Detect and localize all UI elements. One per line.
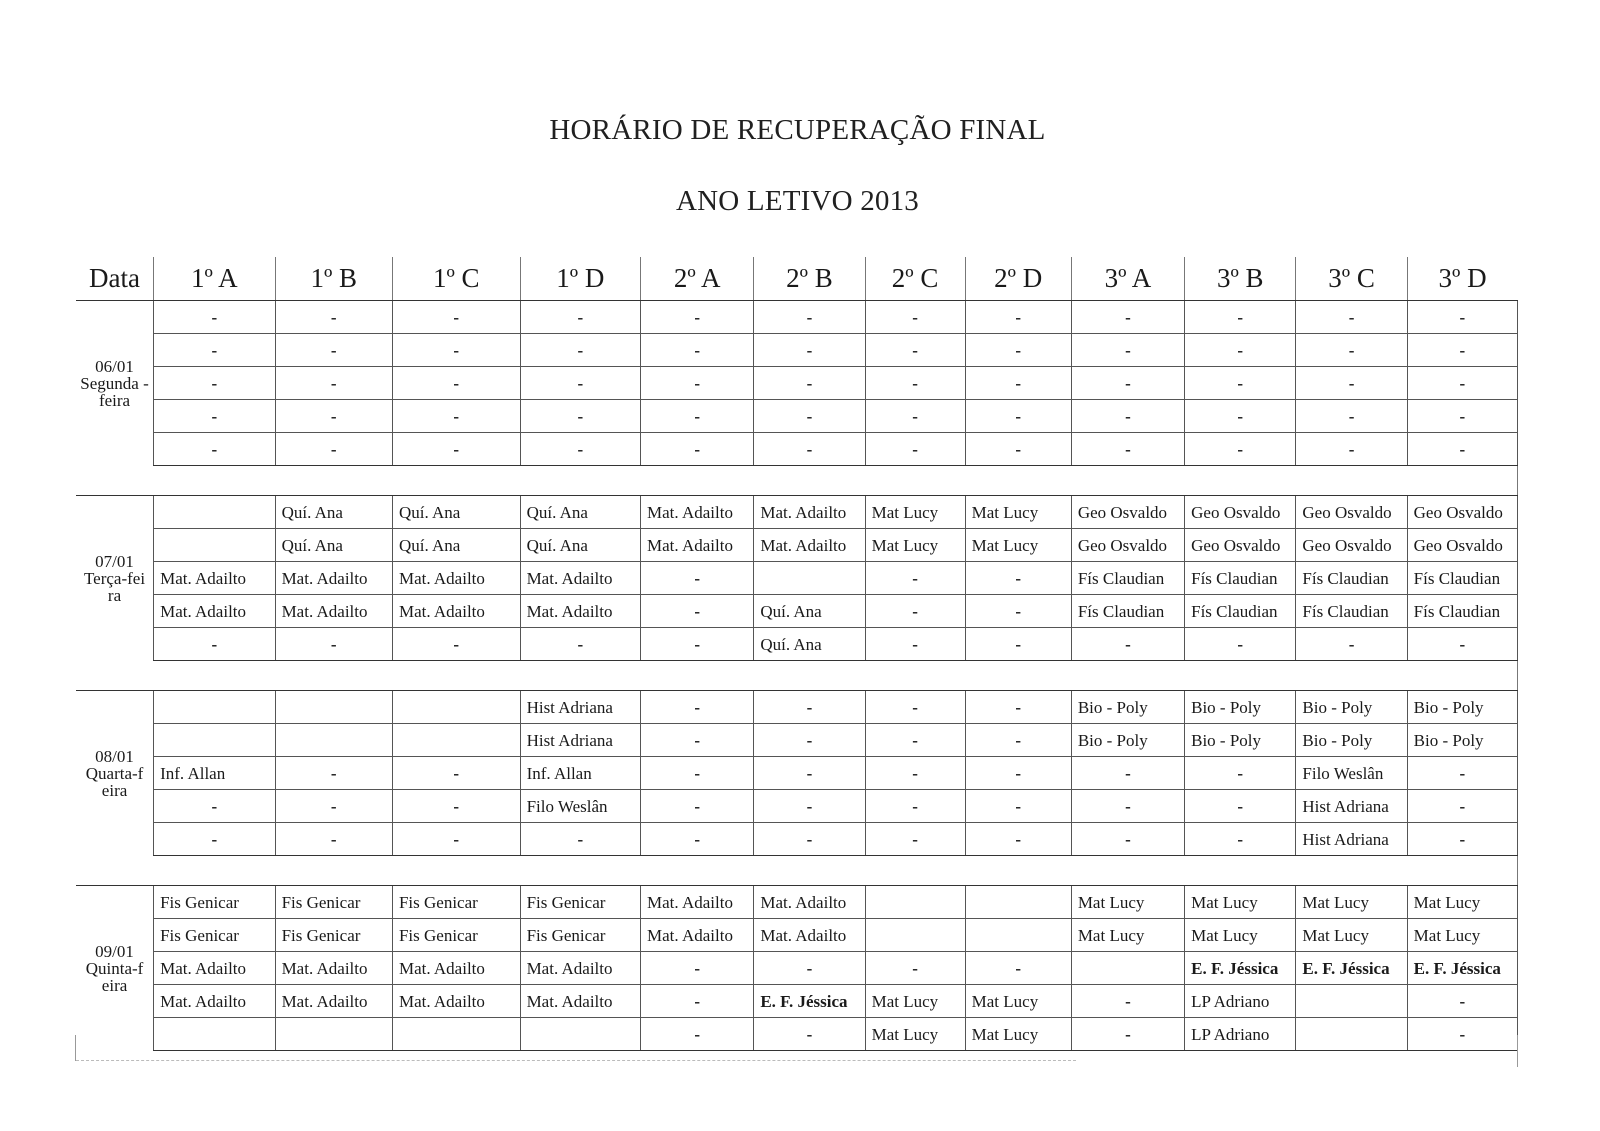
table-cell: - (392, 628, 520, 661)
table-cell: - (965, 301, 1071, 334)
table-cell: - (641, 823, 754, 856)
table-cell: - (275, 301, 392, 334)
table-cell: Mat. Adailto (520, 562, 640, 595)
table-cell (275, 691, 392, 724)
table-cell: Geo Osvaldo (1407, 496, 1517, 529)
table-cell: - (1185, 400, 1296, 433)
table-row (76, 628, 1518, 661)
table-cell: Fis Genicar (154, 886, 275, 919)
column-header: 3º A (1071, 257, 1184, 301)
separator-cell (76, 466, 1518, 496)
table-cell: - (275, 823, 392, 856)
table-cell: - (754, 691, 865, 724)
table-cell (965, 919, 1071, 952)
table-cell: - (520, 367, 640, 400)
table-cell: Fis Genicar (275, 919, 392, 952)
table-cell: - (965, 433, 1071, 466)
table-cell: Mat Lucy (965, 985, 1071, 1018)
table-cell: Geo Osvaldo (1296, 529, 1407, 562)
table-row (76, 496, 1518, 529)
table-cell: - (1296, 301, 1407, 334)
date-label: 09/01 (95, 941, 134, 961)
table-row (76, 301, 1518, 334)
table-cell: Filo Weslân (520, 790, 640, 823)
table-cell (275, 724, 392, 757)
table-cell: - (1296, 433, 1407, 466)
table-cell: Mat Lucy (1296, 886, 1407, 919)
table-cell: - (1185, 823, 1296, 856)
table-cell: Mat. Adailto (154, 562, 275, 595)
table-cell: - (1185, 301, 1296, 334)
table-cell: - (865, 790, 965, 823)
left-edge-tick (75, 1035, 76, 1061)
table-cell: - (754, 334, 865, 367)
table-cell: E. F. Jéssica (1407, 952, 1517, 985)
table-cell: - (1185, 433, 1296, 466)
date-cell (76, 301, 154, 466)
table-cell: - (965, 823, 1071, 856)
table-row (76, 1018, 1518, 1051)
table-cell: - (275, 628, 392, 661)
table-cell: - (754, 400, 865, 433)
table-cell: - (154, 433, 275, 466)
table-cell: Geo Osvaldo (1407, 529, 1517, 562)
date-label: 08/01 (95, 746, 134, 766)
column-header: 2º D (965, 257, 1071, 301)
table-row (76, 823, 1518, 856)
table-row (76, 724, 1518, 757)
table-cell: - (641, 562, 754, 595)
table-cell: - (865, 823, 965, 856)
table-cell: Mat. Adailto (275, 562, 392, 595)
table-cell: - (641, 367, 754, 400)
table-cell: Mat. Adailto (754, 919, 865, 952)
table-cell: - (392, 301, 520, 334)
table-cell (392, 1018, 520, 1051)
date-label: 07/01 (95, 551, 134, 571)
table-cell: Mat Lucy (1071, 886, 1184, 919)
table-cell: - (154, 367, 275, 400)
table-cell: - (965, 691, 1071, 724)
column-header: 1º C (392, 257, 520, 301)
table-cell: - (1071, 757, 1184, 790)
column-header: 1º A (154, 257, 275, 301)
table-cell: - (865, 400, 965, 433)
table-row (76, 400, 1518, 433)
table-cell: - (1296, 400, 1407, 433)
table-cell: Mat. Adailto (754, 496, 865, 529)
table-cell: - (965, 952, 1071, 985)
weekday-label: Segunda -feira (80, 373, 149, 410)
column-header: 3º B (1185, 257, 1296, 301)
table-cell: Hist Adriana (520, 691, 640, 724)
table-cell: - (641, 985, 754, 1018)
table-cell: E. F. Jéssica (754, 985, 865, 1018)
table-cell: Quí. Ana (754, 595, 865, 628)
table-cell: - (641, 628, 754, 661)
table-cell: - (865, 691, 965, 724)
table-cell: Fis Genicar (392, 919, 520, 952)
document-subtitle: ANO LETIVO 2013 (675, 185, 919, 217)
table-cell: Mat. Adailto (641, 886, 754, 919)
table-cell: - (520, 823, 640, 856)
table-cell: - (754, 367, 865, 400)
column-header: 2º C (865, 257, 965, 301)
table-cell: Mat Lucy (1185, 886, 1296, 919)
table-cell: - (865, 433, 965, 466)
table-cell: - (641, 790, 754, 823)
table-cell: - (1407, 400, 1517, 433)
table-cell: Mat Lucy (865, 496, 965, 529)
table-cell: Geo Osvaldo (1185, 529, 1296, 562)
table-cell: - (641, 724, 754, 757)
table-cell: - (392, 757, 520, 790)
table-cell: - (1071, 433, 1184, 466)
table-cell: - (275, 790, 392, 823)
table-cell (392, 691, 520, 724)
table-cell: - (1071, 985, 1184, 1018)
table-cell: - (1296, 367, 1407, 400)
table-cell (154, 724, 275, 757)
column-header: Data (76, 257, 154, 301)
separator-cell (76, 661, 1518, 691)
table-cell: Mat Lucy (965, 529, 1071, 562)
table-cell: Fís Claudian (1407, 562, 1517, 595)
table-cell: - (1185, 334, 1296, 367)
table-cell: - (275, 367, 392, 400)
table-cell: - (865, 595, 965, 628)
table-cell: Mat. Adailto (392, 562, 520, 595)
table-cell: - (754, 952, 865, 985)
group-separator (76, 466, 1518, 496)
table-cell: Bio - Poly (1407, 691, 1517, 724)
table-cell: - (754, 433, 865, 466)
table-cell: Hist Adriana (1296, 790, 1407, 823)
table-cell: Bio - Poly (1185, 691, 1296, 724)
table-cell: - (754, 823, 865, 856)
table-row (76, 367, 1518, 400)
table-row (76, 952, 1518, 985)
table-cell: Mat. Adailto (754, 886, 865, 919)
table-cell: Filo Weslân (1296, 757, 1407, 790)
table-cell: Quí. Ana (520, 529, 640, 562)
table-cell: Fís Claudian (1407, 595, 1517, 628)
table-cell: Hist Adriana (1296, 823, 1407, 856)
table-cell: - (965, 562, 1071, 595)
table-cell: - (1407, 301, 1517, 334)
table-cell: - (641, 400, 754, 433)
table-cell: Mat. Adailto (520, 985, 640, 1018)
right-edge-tick (1517, 1035, 1518, 1067)
weekday-label: Quinta-f eira (85, 958, 144, 995)
table-cell: - (392, 823, 520, 856)
table-row (76, 529, 1518, 562)
table-cell (154, 691, 275, 724)
table-cell: Bio - Poly (1296, 691, 1407, 724)
table-cell: - (754, 757, 865, 790)
table-cell: - (1407, 1018, 1517, 1051)
table-cell: - (1071, 367, 1184, 400)
table-cell: Mat Lucy (1296, 919, 1407, 952)
table-cell: LP Adriano (1185, 985, 1296, 1018)
table-cell: Mat. Adailto (520, 952, 640, 985)
table-cell: - (520, 334, 640, 367)
table-cell: - (154, 400, 275, 433)
table-row (76, 691, 1518, 724)
table-cell: Mat. Adailto (392, 985, 520, 1018)
table-cell: Mat. Adailto (154, 985, 275, 1018)
table-cell: - (154, 790, 275, 823)
table-cell: Mat Lucy (865, 529, 965, 562)
table-cell: - (965, 595, 1071, 628)
table-cell: Mat. Adailto (154, 595, 275, 628)
table-cell: - (154, 823, 275, 856)
table-cell: - (641, 301, 754, 334)
table-cell (392, 724, 520, 757)
table-cell: - (754, 790, 865, 823)
table-cell: - (754, 724, 865, 757)
table-cell: Mat Lucy (1407, 919, 1517, 952)
table-cell: - (865, 562, 965, 595)
date-cell (76, 496, 154, 661)
table-row (76, 334, 1518, 367)
table-cell: - (392, 433, 520, 466)
table-cell: - (1407, 790, 1517, 823)
table-cell: - (865, 757, 965, 790)
table-row (76, 886, 1518, 919)
table-cell: - (275, 334, 392, 367)
table-cell: - (865, 724, 965, 757)
table-cell: - (641, 1018, 754, 1051)
table-cell: Geo Osvaldo (1071, 496, 1184, 529)
table-cell: - (865, 301, 965, 334)
column-header: 1º B (275, 257, 392, 301)
table-cell: - (965, 334, 1071, 367)
table-cell: Quí. Ana (275, 529, 392, 562)
table-cell: - (154, 334, 275, 367)
document-title: HORÁRIO DE RECUPERAÇÃO FINAL (549, 114, 1046, 146)
table-cell: Quí. Ana (392, 529, 520, 562)
table-cell: E. F. Jéssica (1185, 952, 1296, 985)
table-cell: Fís Claudian (1071, 562, 1184, 595)
table-cell (154, 1018, 275, 1051)
table-cell: Mat. Adailto (275, 595, 392, 628)
table-cell (1296, 985, 1407, 1018)
table-cell: - (1185, 628, 1296, 661)
table-cell: - (965, 790, 1071, 823)
table-cell (1296, 1018, 1407, 1051)
table-cell: Bio - Poly (1185, 724, 1296, 757)
table-cell: Mat Lucy (965, 496, 1071, 529)
table-cell (1071, 952, 1184, 985)
table-cell: Geo Osvaldo (1296, 496, 1407, 529)
table-cell: Quí. Ana (754, 628, 865, 661)
table-cell: Mat Lucy (1071, 919, 1184, 952)
table-cell: - (641, 691, 754, 724)
header-row (76, 257, 1518, 301)
table-cell: Mat. Adailto (641, 529, 754, 562)
table-cell: - (1071, 400, 1184, 433)
table-cell: - (1296, 628, 1407, 661)
table-cell: - (392, 367, 520, 400)
table-row (76, 433, 1518, 466)
separator-cell (76, 856, 1518, 886)
table-cell: LP Adriano (1185, 1018, 1296, 1051)
table-cell: Fís Claudian (1296, 595, 1407, 628)
column-header: 1º D (520, 257, 640, 301)
table-cell: Mat. Adailto (641, 919, 754, 952)
table-cell: Mat. Adailto (154, 952, 275, 985)
table-cell (965, 886, 1071, 919)
table-cell: Fis Genicar (520, 886, 640, 919)
weekday-label: Terça-fei ra (83, 568, 146, 605)
table-cell: - (1071, 628, 1184, 661)
column-header: 2º A (641, 257, 754, 301)
table-row (76, 919, 1518, 952)
table-cell: - (1407, 757, 1517, 790)
table-cell: Fis Genicar (275, 886, 392, 919)
table-cell: - (1185, 790, 1296, 823)
table-row (76, 595, 1518, 628)
table-cell: Mat. Adailto (641, 496, 754, 529)
table-cell: Quí. Ana (520, 496, 640, 529)
table-cell: Mat Lucy (1185, 919, 1296, 952)
table-cell: - (641, 757, 754, 790)
table-cell (754, 562, 865, 595)
schedule-table (76, 257, 1518, 1051)
table-cell: - (641, 952, 754, 985)
table-cell: - (1407, 334, 1517, 367)
table-cell: - (1407, 433, 1517, 466)
table-cell: Bio - Poly (1296, 724, 1407, 757)
table-cell: - (965, 400, 1071, 433)
column-header: 3º C (1296, 257, 1407, 301)
table-cell: Geo Osvaldo (1185, 496, 1296, 529)
table-cell: Bio - Poly (1407, 724, 1517, 757)
table-cell: Mat Lucy (865, 985, 965, 1018)
table-cell: Mat. Adailto (275, 952, 392, 985)
column-header: 2º B (754, 257, 865, 301)
table-cell: Quí. Ana (275, 496, 392, 529)
table-row (76, 757, 1518, 790)
table-cell: - (1071, 1018, 1184, 1051)
table-cell: - (520, 301, 640, 334)
table-cell: Fis Genicar (392, 886, 520, 919)
column-header: 3º D (1407, 257, 1517, 301)
table-row (76, 985, 1518, 1018)
table-cell: - (392, 400, 520, 433)
table-cell: - (1407, 367, 1517, 400)
table-cell: Quí. Ana (392, 496, 520, 529)
table-cell (154, 496, 275, 529)
table-cell: - (392, 790, 520, 823)
table-cell: - (1071, 823, 1184, 856)
table-cell (520, 1018, 640, 1051)
table-cell: - (275, 433, 392, 466)
table-cell: - (1296, 334, 1407, 367)
table-cell: - (865, 952, 965, 985)
table-cell: - (1185, 367, 1296, 400)
table-cell: - (1407, 628, 1517, 661)
table-cell: Mat Lucy (1407, 886, 1517, 919)
table-cell: Mat Lucy (965, 1018, 1071, 1051)
table-cell: E. F. Jéssica (1296, 952, 1407, 985)
table-cell: Mat. Adailto (520, 595, 640, 628)
table-row (76, 790, 1518, 823)
table-cell: Mat Lucy (865, 1018, 965, 1051)
table-cell: Fis Genicar (520, 919, 640, 952)
table-cell: - (1071, 334, 1184, 367)
table-cell: - (865, 367, 965, 400)
table-cell: - (1407, 823, 1517, 856)
table-cell: - (641, 334, 754, 367)
weekday-label: Quarta-f eira (85, 763, 144, 800)
table-cell: - (641, 433, 754, 466)
table-cell: - (520, 433, 640, 466)
table-cell: - (520, 628, 640, 661)
group-separator (76, 856, 1518, 886)
table-cell: - (754, 301, 865, 334)
table-cell: Mat. Adailto (392, 595, 520, 628)
table-cell: - (965, 757, 1071, 790)
table-cell: - (154, 628, 275, 661)
table-cell: Mat. Adailto (392, 952, 520, 985)
table-cell: - (965, 724, 1071, 757)
table-cell: - (641, 595, 754, 628)
table-cell: Fís Claudian (1185, 595, 1296, 628)
table-cell: Geo Osvaldo (1071, 529, 1184, 562)
date-cell (76, 886, 154, 1051)
table-cell: - (1407, 985, 1517, 1018)
table-cell: Fís Claudian (1071, 595, 1184, 628)
table-cell: - (392, 334, 520, 367)
table-cell: Fís Claudian (1185, 562, 1296, 595)
date-cell (76, 691, 154, 856)
table-cell (154, 529, 275, 562)
table-cell: - (520, 400, 640, 433)
table-cell: Fís Claudian (1296, 562, 1407, 595)
table-cell: Bio - Poly (1071, 691, 1184, 724)
table-cell: - (865, 334, 965, 367)
table-cell: - (965, 367, 1071, 400)
table-cell: Inf. Allan (154, 757, 275, 790)
bottom-rule (76, 1060, 1076, 1061)
table-cell: Inf. Allan (520, 757, 640, 790)
table-cell: - (154, 301, 275, 334)
table-cell: - (1071, 301, 1184, 334)
table-cell: Mat. Adailto (275, 985, 392, 1018)
table-cell (275, 1018, 392, 1051)
table-cell: Fis Genicar (154, 919, 275, 952)
table-cell: - (1071, 790, 1184, 823)
table-cell: Hist Adriana (520, 724, 640, 757)
table-cell: - (1185, 757, 1296, 790)
table-cell (865, 919, 965, 952)
table-cell: Bio - Poly (1071, 724, 1184, 757)
table-cell: - (965, 628, 1071, 661)
date-label: 06/01 (95, 356, 134, 376)
table-cell: - (275, 400, 392, 433)
table-cell: - (275, 757, 392, 790)
table-row (76, 562, 1518, 595)
table-cell: - (865, 628, 965, 661)
table-cell: - (754, 1018, 865, 1051)
table-cell (865, 886, 965, 919)
table-cell: Mat. Adailto (754, 529, 865, 562)
group-separator (76, 661, 1518, 691)
